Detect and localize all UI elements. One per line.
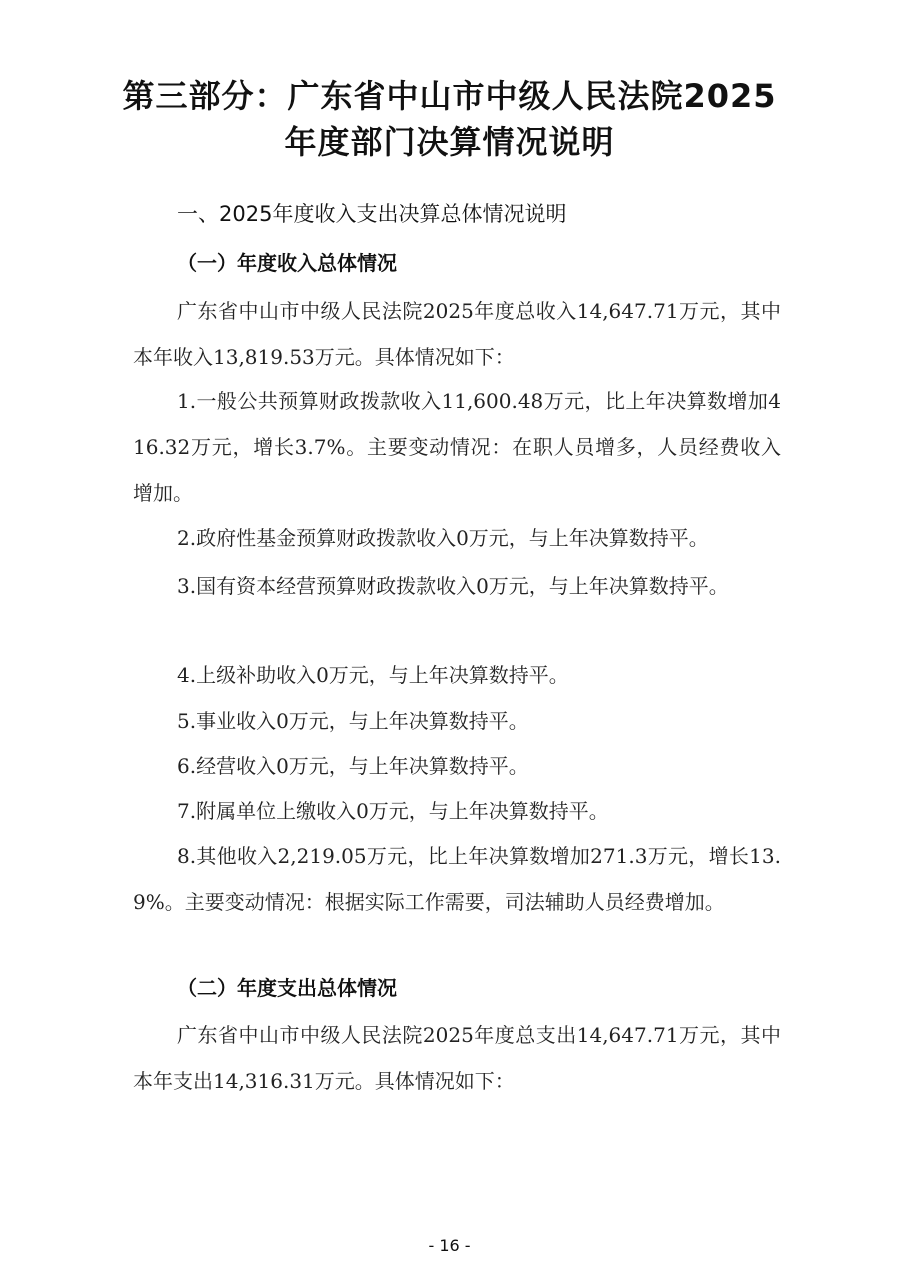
income-item-3: 3.国有资本经营预算财政拨款收入0万元，与上年决算数持平。	[177, 574, 729, 598]
section-heading: 一、2025年度收入支出决算总体情况说明	[177, 202, 567, 226]
expense-subheading: （二）年度支出总体情况	[177, 976, 397, 1000]
income-item-7: 7.附属单位上缴收入0万元，与上年决算数持平。	[177, 799, 609, 823]
income-intro-paragraph: 广东省中山市中级人民法院2025年度总收入14,647.71万元，其中本年收入13,819.53万元。具体情况如下：	[133, 299, 781, 369]
page-title-line-2: 年度部门决算情况说明	[284, 123, 615, 161]
income-item-5: 5.事业收入0万元，与上年决算数持平。	[177, 709, 529, 733]
income-item-2: 2.政府性基金预算财政拨款收入0万元，与上年决算数持平。	[177, 526, 709, 550]
expense-intro-paragraph: 广东省中山市中级人民法院2025年度总支出14,647.71万元，其中本年支出14,316.31万元。具体情况如下：	[133, 1023, 781, 1093]
page-number: - 16 -	[428, 1236, 471, 1255]
income-item-1: 1.一般公共预算财政拨款收入11,600.48万元，比上年决算数增加416.32万元，增长3.7%。主要变动情况：在职人员增多，人员经费收入增加。	[133, 389, 781, 505]
income-item-4: 4.上级补助收入0万元，与上年决算数持平。	[177, 663, 569, 687]
income-item-8: 8.其他收入2,219.05万元，比上年决算数增加271.3万元，增长13.9%。主要变动情况：根据实际工作需要，司法辅助人员经费增加。	[133, 844, 781, 914]
income-subheading: （一）年度收入总体情况	[177, 251, 397, 275]
income-item-6: 6.经营收入0万元，与上年决算数持平。	[177, 754, 529, 778]
page-title-line-1: 第三部分：广东省中山市中级人民法院2025	[122, 77, 777, 115]
